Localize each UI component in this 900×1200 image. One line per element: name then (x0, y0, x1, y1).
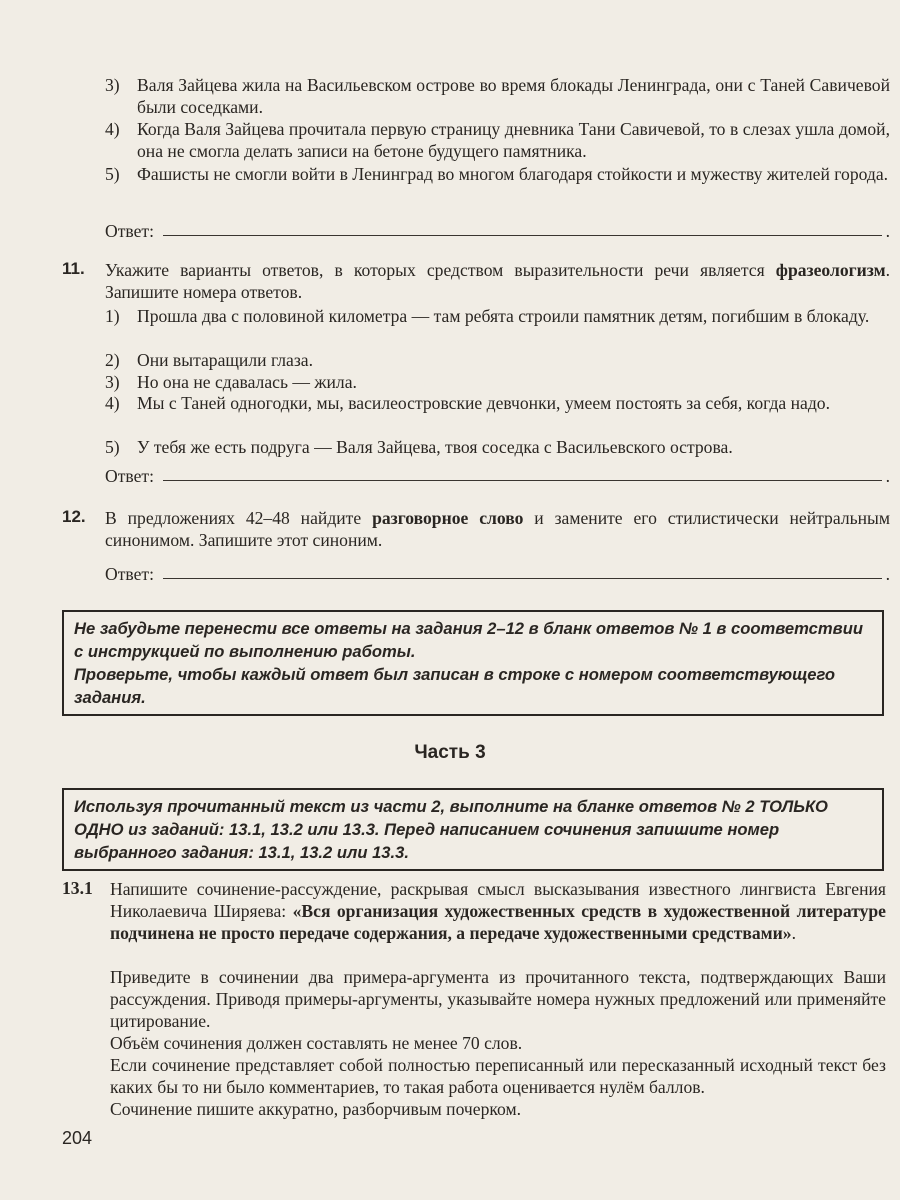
prompt-text: Укажите варианты ответов, в которых средством выразительности речи является (105, 260, 776, 280)
task-13-1-arguments: Приведите в сочинении два примера-аргумента из прочитанного текста, подтверждающих Ваши рассуждения. Приводя примеры-аргументы, указывайте номера нужных предложений или применяйте цитирование. (110, 967, 886, 1031)
answer-end-mark: . (885, 466, 890, 486)
answer-label: Ответ: (105, 466, 154, 486)
q11-option-3 (105, 371, 890, 393)
answer-underline (163, 235, 882, 236)
answer-label: Ответ: (105, 221, 154, 241)
option-number: 4) (105, 393, 120, 413)
prompt-term: фразеологизм (775, 260, 886, 280)
task-13-1-grading: Если сочинение представляет собой полностью переписанный или пересказанный исходный текст без каких бы то ни было комментариев, то такая работа оценивается нулём баллов. (110, 1055, 886, 1097)
answer-end-mark: . (885, 564, 890, 584)
task-quote: «Вся организация художественных средств в художественной литературе подчинена не просто передаче содержания, а передаче художественными средствами» (110, 901, 886, 943)
task-13-1-intro (110, 878, 886, 944)
answer-label: Ответ: (105, 564, 154, 584)
task-13-1-handwriting: Сочинение пишите аккуратно, разборчивым почерком. (110, 1099, 522, 1119)
transfer-answers-notice (62, 610, 884, 716)
q10-option-4 (105, 118, 890, 162)
q12-answer-line[interactable] (105, 563, 890, 585)
q11-option-4 (105, 392, 890, 414)
task-13-1-length: Объём сочинения должен составлять не менее 70 слов. (110, 1033, 523, 1053)
option-number: 5) (105, 164, 120, 184)
q11-prompt (105, 259, 890, 303)
page-number: 204 (62, 1128, 93, 1148)
answer-end-mark: . (885, 221, 890, 241)
q11-answer-line[interactable] (105, 465, 890, 487)
option-text: Когда Валя Зайцева прочитала первую страницу дневника Тани Савичевой, то в слезах ушла домой, она не смогла делать записи на бетоне будущего памятника. (137, 119, 890, 161)
q12-prompt (105, 507, 890, 551)
q11-number: 11. (62, 259, 85, 278)
q10-option-5 (105, 163, 890, 185)
notice-line-2: Проверьте, чтобы каждый ответ был записан в строке с номером соответствующего задания. (74, 665, 836, 707)
option-number: 4) (105, 119, 120, 139)
part-3-instruction: Используя прочитанный текст из части 2, выполните на бланке ответов № 2 ТОЛЬКО ОДНО из заданий: 13.1, 13.2 или 13.3. Перед написанием сочинения запишите номер выбранного задания: 13.1, 13.2 или 13.3. (62, 788, 884, 871)
prompt-text: и замените его стилистически нейтральным синонимом. Запишите этот синоним. (105, 508, 890, 550)
option-number: 3) (105, 372, 120, 392)
option-number: 2) (105, 350, 120, 370)
answer-underline (163, 578, 882, 579)
option-text: Фашисты не смогли войти в Ленинград во многом благодаря стойкости и мужеству жителей города. (137, 164, 889, 184)
prompt-term: разговорное слово (372, 508, 524, 528)
option-text: Мы с Таней одногодки, мы, василеостровские девчонки, умеем постоять за себя, когда надо. (137, 393, 830, 413)
task-13-1-number: 13.1 (62, 878, 93, 898)
part-3-title: Часть 3 (414, 742, 486, 763)
option-text: Прошла два с половиной километра — там ребята строили памятник детям, погибшим в блокаду. (137, 306, 870, 326)
task-text: Напишите сочинение-рассуждение, раскрывая смысл высказывания известного лингвиста Евгения Николаевича Ширяева: (110, 879, 886, 921)
prompt-text: В предложениях 42–48 найдите (105, 508, 373, 528)
q12-number: 12. (62, 507, 86, 526)
option-number: 1) (105, 306, 120, 326)
prompt-text: . Запишите номера ответов. (105, 260, 890, 302)
option-text: Они вытаращили глаза. (137, 350, 314, 370)
task-text: . (791, 923, 796, 943)
q11-option-1 (105, 305, 890, 327)
answer-underline (163, 480, 882, 481)
q11-option-5 (105, 436, 890, 458)
option-number: 5) (105, 437, 120, 457)
option-text: У тебя же есть подруга — Валя Зайцева, твоя соседка с Васильевского острова. (137, 437, 733, 457)
option-number: 3) (105, 75, 120, 95)
q10-option-3 (105, 74, 890, 118)
q10-answer-line[interactable] (105, 220, 890, 242)
option-text: Валя Зайцева жила на Васильевском острове во время блокады Ленинграда, они с Таней Савичевой были соседками. (137, 75, 890, 117)
option-text: Но она не сдавалась — жила. (137, 372, 357, 392)
q11-option-2 (105, 349, 890, 371)
notice-line-1: Не забудьте перенести все ответы на задания 2–12 в бланк ответов № 1 в соответствии с инструкцией по выполнению работы. (74, 619, 863, 661)
